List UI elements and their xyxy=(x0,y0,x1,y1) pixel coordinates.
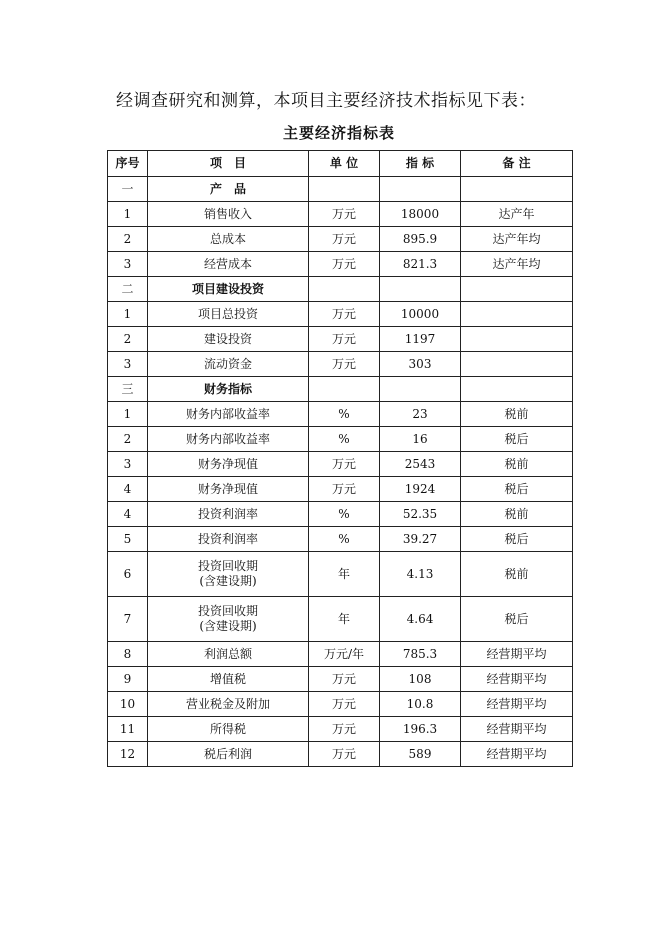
row-value: 16 xyxy=(380,427,461,452)
row-unit: 万元 xyxy=(309,327,380,352)
table-title: 主要经济指标表 xyxy=(282,124,395,142)
section-note-empty xyxy=(461,277,573,302)
row-item xyxy=(148,667,309,692)
row-value: 52.35 xyxy=(380,502,461,527)
row-unit: 万元/年 xyxy=(309,642,380,667)
row-value: 785.3 xyxy=(380,642,461,667)
row-value: 4.13 xyxy=(380,552,461,597)
row-note: 达产年均 xyxy=(461,252,573,277)
table-row xyxy=(108,742,573,767)
row-unit: 万元 xyxy=(309,227,380,252)
section-title: 项目建设投资 xyxy=(148,277,309,302)
row-item-line: 总成本 xyxy=(209,231,246,246)
header-unit: 单 位 xyxy=(309,151,380,177)
table-row xyxy=(108,427,573,452)
row-number: 12 xyxy=(108,742,148,767)
row-item xyxy=(148,717,309,742)
table-row xyxy=(108,502,573,527)
row-item xyxy=(148,427,309,452)
table-row xyxy=(108,252,573,277)
section-title: 财务指标 xyxy=(148,377,309,402)
row-item-line: 投资利润率 xyxy=(197,506,258,521)
row-unit: % xyxy=(309,527,380,552)
table-header-row xyxy=(108,151,573,177)
row-number: 6 xyxy=(108,552,148,597)
row-value: 4.64 xyxy=(380,597,461,642)
section-number: 三 xyxy=(108,377,148,402)
section-unit-empty xyxy=(309,277,380,302)
row-value: 895.9 xyxy=(380,227,461,252)
row-note xyxy=(461,327,573,352)
row-note: 税后 xyxy=(461,527,573,552)
row-number: 7 xyxy=(108,597,148,642)
row-number: 3 xyxy=(108,352,148,377)
table-row xyxy=(108,302,573,327)
table-row xyxy=(108,327,573,352)
row-number: 3 xyxy=(108,252,148,277)
row-unit: 万元 xyxy=(309,742,380,767)
row-note: 达产年均 xyxy=(461,227,573,252)
row-item xyxy=(148,202,309,227)
section-number: 二 xyxy=(108,277,148,302)
intro-paragraph: 经调查研究和测算，本项目主要经济技术指标见下表： xyxy=(116,91,536,111)
header-value: 指 标 xyxy=(380,151,461,177)
row-value: 39.27 xyxy=(380,527,461,552)
row-note: 经营期平均 xyxy=(461,717,573,742)
row-value: 1197 xyxy=(380,327,461,352)
row-item xyxy=(148,327,309,352)
row-note: 经营期平均 xyxy=(461,742,573,767)
section-value-empty xyxy=(380,177,461,202)
row-number: 5 xyxy=(108,527,148,552)
row-note: 税前 xyxy=(461,552,573,597)
row-item-line: 投资利润率 xyxy=(197,531,258,546)
row-unit: % xyxy=(309,502,380,527)
section-row xyxy=(108,177,573,202)
row-number: 4 xyxy=(108,502,148,527)
row-item-line: 流动资金 xyxy=(203,356,252,371)
row-item-line: 建设投资 xyxy=(203,331,252,346)
header-note: 备 注 xyxy=(461,151,573,177)
row-number: 3 xyxy=(108,452,148,477)
table-row xyxy=(108,642,573,667)
header-item: 项 目 xyxy=(148,151,309,177)
row-number: 2 xyxy=(108,327,148,352)
row-note xyxy=(461,302,573,327)
row-unit: 万元 xyxy=(309,667,380,692)
row-note: 达产年 xyxy=(461,202,573,227)
row-note: 经营期平均 xyxy=(461,667,573,692)
row-value: 23 xyxy=(380,402,461,427)
row-item xyxy=(148,302,309,327)
section-unit-empty xyxy=(309,177,380,202)
row-number: 10 xyxy=(108,692,148,717)
row-item-line: (含建设期) xyxy=(199,574,257,588)
section-unit-empty xyxy=(309,377,380,402)
row-item-line: 经营成本 xyxy=(203,256,252,271)
row-value: 10000 xyxy=(380,302,461,327)
row-item-line: 利润总额 xyxy=(203,646,252,661)
row-value: 18000 xyxy=(380,202,461,227)
section-note-empty xyxy=(461,377,573,402)
row-value: 10.8 xyxy=(380,692,461,717)
table-row xyxy=(108,597,573,642)
row-unit: 万元 xyxy=(309,202,380,227)
row-item-line: 营业税金及附加 xyxy=(185,696,270,711)
row-item-line: 增值税 xyxy=(209,671,246,686)
row-unit: 年 xyxy=(309,552,380,597)
row-number: 4 xyxy=(108,477,148,502)
row-item xyxy=(148,352,309,377)
row-note: 税后 xyxy=(461,427,573,452)
section-row xyxy=(108,377,573,402)
row-note: 税前 xyxy=(461,452,573,477)
row-item-line: 财务内部收益率 xyxy=(185,406,270,421)
row-item xyxy=(148,452,309,477)
section-row xyxy=(108,277,573,302)
row-item xyxy=(148,552,309,597)
row-note: 经营期平均 xyxy=(461,692,573,717)
row-value: 303 xyxy=(380,352,461,377)
row-unit: 万元 xyxy=(309,252,380,277)
row-item xyxy=(148,402,309,427)
row-item-line: 投资回收期 xyxy=(197,604,258,618)
table-row xyxy=(108,717,573,742)
table-row xyxy=(108,527,573,552)
row-number: 11 xyxy=(108,717,148,742)
section-value-empty xyxy=(380,377,461,402)
table-row xyxy=(108,552,573,597)
row-number: 1 xyxy=(108,302,148,327)
row-item-line: 财务净现值 xyxy=(197,481,258,496)
row-number: 1 xyxy=(108,402,148,427)
row-value: 2543 xyxy=(380,452,461,477)
table-row xyxy=(108,477,573,502)
header-no: 序号 xyxy=(108,151,148,177)
row-note xyxy=(461,352,573,377)
table-row xyxy=(108,452,573,477)
row-unit: 万元 xyxy=(309,717,380,742)
row-item-line: 所得税 xyxy=(209,721,246,736)
row-item-line: 财务内部收益率 xyxy=(185,431,270,446)
row-item-line: 税后利润 xyxy=(203,746,252,761)
section-number: 一 xyxy=(108,177,148,202)
row-item xyxy=(148,692,309,717)
section-note-empty xyxy=(461,177,573,202)
row-unit: 万元 xyxy=(309,452,380,477)
row-item xyxy=(148,642,309,667)
row-item-line: 项目总投资 xyxy=(197,306,258,321)
row-unit: % xyxy=(309,402,380,427)
row-number: 2 xyxy=(108,427,148,452)
row-value: 821.3 xyxy=(380,252,461,277)
table-row xyxy=(108,402,573,427)
table-row xyxy=(108,692,573,717)
table-row xyxy=(108,352,573,377)
row-number: 8 xyxy=(108,642,148,667)
row-item-line: (含建设期) xyxy=(199,619,257,633)
row-note: 税前 xyxy=(461,502,573,527)
row-value: 1924 xyxy=(380,477,461,502)
row-note: 经营期平均 xyxy=(461,642,573,667)
row-unit: 年 xyxy=(309,597,380,642)
row-unit: % xyxy=(309,427,380,452)
row-item xyxy=(148,477,309,502)
row-value: 196.3 xyxy=(380,717,461,742)
row-number: 2 xyxy=(108,227,148,252)
row-item xyxy=(148,502,309,527)
row-note: 税后 xyxy=(461,597,573,642)
table-row xyxy=(108,227,573,252)
row-item-line: 投资回收期 xyxy=(197,559,258,573)
section-title: 产 品 xyxy=(148,177,309,202)
row-item xyxy=(148,527,309,552)
row-unit: 万元 xyxy=(309,302,380,327)
row-item xyxy=(148,597,309,642)
economic-indicators-table xyxy=(107,150,573,767)
row-item xyxy=(148,227,309,252)
row-value: 589 xyxy=(380,742,461,767)
row-item xyxy=(148,252,309,277)
row-value: 108 xyxy=(380,667,461,692)
row-unit: 万元 xyxy=(309,352,380,377)
row-item-line: 销售收入 xyxy=(203,206,252,221)
row-note: 税前 xyxy=(461,402,573,427)
row-note: 税后 xyxy=(461,477,573,502)
table-row xyxy=(108,667,573,692)
row-number: 9 xyxy=(108,667,148,692)
row-number: 1 xyxy=(108,202,148,227)
row-item xyxy=(148,742,309,767)
row-unit: 万元 xyxy=(309,692,380,717)
table-row xyxy=(108,202,573,227)
section-value-empty xyxy=(380,277,461,302)
row-unit: 万元 xyxy=(309,477,380,502)
row-item-line: 财务净现值 xyxy=(197,456,258,471)
